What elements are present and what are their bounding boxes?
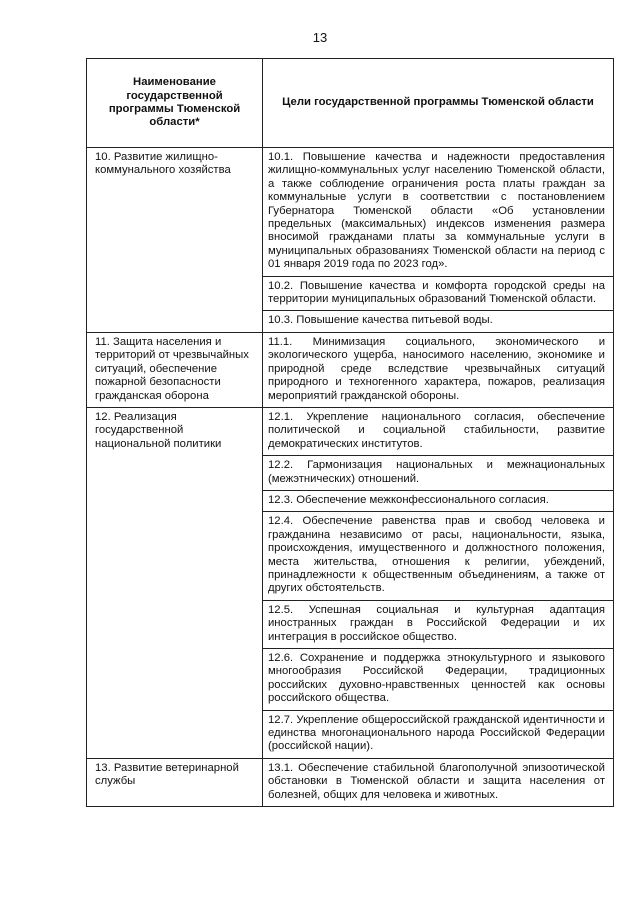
goal-item: 12.3. Обеспечение межконфессионального согласия. [263,491,613,512]
program-name: 12. Реализация государственной национальной политики [87,407,263,758]
page-number: 13 [312,30,328,45]
goal-item: 13.1. Обеспечение стабильной благополучной эпизоотической обстановки в Тюменской области и защита населения от болезней, общих для человека и животных. [268,761,605,801]
goal-item: 12.7. Укрепление общероссийской гражданской идентичности и единства многонационального народа Российской Федерации (российской нации). [268,713,605,753]
table-row [87,148,614,333]
table-header-row [87,59,614,148]
goal-item: 10.3. Повышение качества питьевой воды. [268,314,493,327]
header-goals: Цели государственной программы Тюменской области [263,59,614,148]
goals-cell [263,332,614,407]
goals-cell [263,148,614,333]
program-name: 10. Развитие жилищно-коммунального хозяйства [87,148,263,333]
goal-item: 12.2. Гармонизация национальных и межнациональных (межэтнических) отношений. [263,456,613,491]
table-row [87,407,614,758]
goals-cell [263,758,614,806]
header-program: Наименование государственной программы Тюменской области* [87,59,263,148]
goal-item: 12.4. Обеспечение равенства прав и свобод человека и гражданина независимо от расы, национальности, языка, происхождения, имущественного и должностного положения, места жительства, отношения к религии, убеждений, принадлежности к общественным объединениям, а также от других обстоятельств. [263,512,613,600]
program-name: 13. Развитие ветеринарной службы [87,758,263,806]
goal-item: 10.1. Повышение качества и надежности предоставления жилищно-коммунальных услуг населению Тюменской области, а также соблюдение ограничения роста платы граждан за коммунальные услуги в соответствии с постановлением Губернатора Тюменской области «Об установлении предельных (максимальных) индексов изменения размера вносимой гражданами платы за коммунальные услуги в муниципальных образованиях Тюменской области на период с 01 января 2019 года по 2023 год». [263,148,613,277]
goal-item: 12.6. Сохранение и поддержка этнокультурного и языкового многообразия Российской Федерации, традиционных российских духовно-нравственных ценностей как основы российского общества. [263,649,613,711]
goals-table [86,58,614,807]
goal-item: 12.5. Успешная социальная и культурная адаптация иностранных граждан в Российской Федерации и их интеграция в российское общество. [263,601,613,649]
goal-item: 12.1. Укрепление национального согласия, обеспечение политической и социальной стабильности, развитие демократических институтов. [263,408,613,456]
goal-item: 10.2. Повышение качества и комфорта городской среды на территории муниципальных образований Тюменской области. [263,277,613,312]
table-row [87,758,614,806]
program-name: 11. Защита населения и территорий от чрезвычайных ситуаций, обеспечение пожарной безопасности гражданская оборона [87,332,263,407]
goals-cell [263,407,614,758]
table-row [87,332,614,407]
goal-item: 11.1. Минимизация социального, экономического и экологического ущерба, наносимого населению, экономике и природной среде вследствие чрезвычайных ситуаций природного и техногенного характера, пожаров, реализация мероприятий гражданской обороны. [268,335,605,402]
